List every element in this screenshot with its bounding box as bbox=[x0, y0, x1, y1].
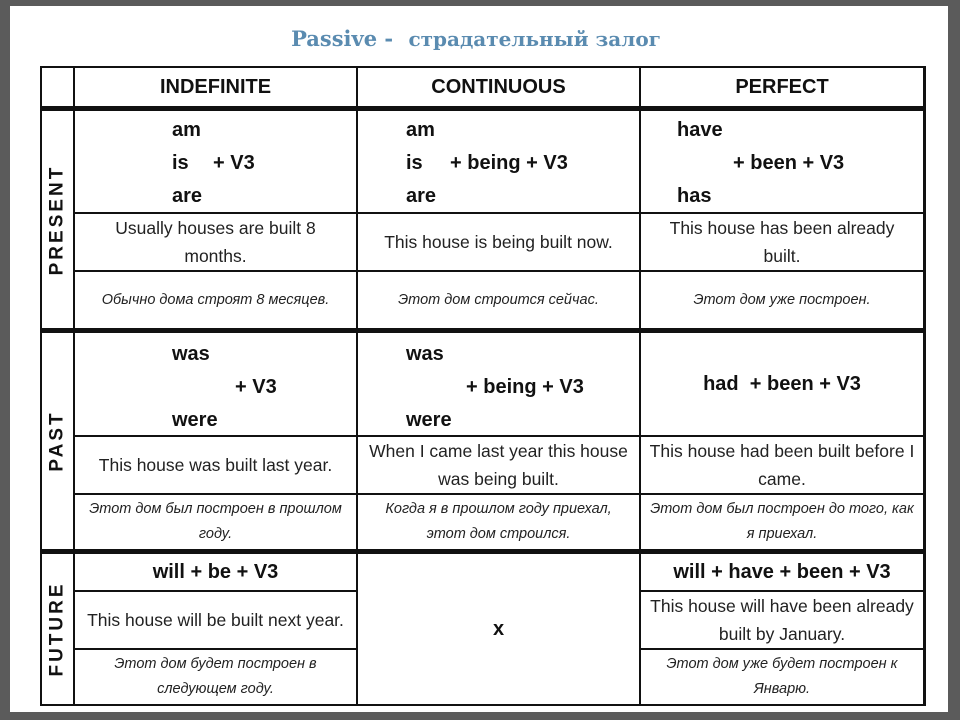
title-main: Passive bbox=[291, 26, 378, 51]
future-perfect-example: This house will have been already built by January. bbox=[641, 592, 923, 648]
section-label-future: FUTURE bbox=[42, 554, 73, 704]
section-label-present: PRESENT bbox=[42, 111, 73, 328]
formula-were: were bbox=[172, 409, 218, 431]
past-perfect-translation: Этот дом был построен до того, как я приехал. bbox=[641, 495, 923, 549]
future-perfect-translation: Этот дом уже будет построен к Январю. bbox=[641, 650, 923, 704]
formula-am: am bbox=[406, 119, 435, 141]
formula-have: have bbox=[677, 119, 723, 141]
formula-were: were bbox=[406, 409, 452, 431]
page-title bbox=[0, 26, 960, 52]
formula-been-v3: + been + V3 bbox=[733, 152, 845, 174]
formula-v3: + V3 bbox=[213, 152, 255, 174]
past-continuous-translation: Когда я в прошлом году приехал, этот дом строился. bbox=[358, 495, 639, 549]
present-indefinite-translation: Обычно дома строят 8 месяцев. bbox=[75, 272, 356, 328]
past-perfect-example: This house had been built before I came. bbox=[641, 437, 923, 493]
future-indefinite-formula: will + be + V3 bbox=[75, 554, 356, 590]
formula-am: am bbox=[172, 119, 201, 141]
formula-are: are bbox=[406, 185, 437, 207]
present-indefinite-example: Usually houses are built 8 months. bbox=[75, 214, 356, 270]
header-perfect: PERFECT bbox=[641, 68, 923, 106]
past-perfect-formula: had + been + V3 bbox=[641, 333, 923, 435]
formula-being-v3: + being + V3 bbox=[466, 376, 584, 398]
corner-cell bbox=[42, 68, 73, 106]
past-indefinite-formula bbox=[75, 333, 356, 435]
formula-are: are bbox=[172, 185, 203, 207]
passive-voice-table bbox=[40, 66, 926, 706]
section-label-past: PAST bbox=[42, 333, 73, 549]
past-continuous-formula bbox=[358, 333, 639, 435]
present-continuous-example: This house is being built now. bbox=[358, 214, 639, 270]
formula-has: has bbox=[677, 185, 712, 207]
header-continuous: CONTINUOUS bbox=[358, 68, 639, 106]
formula-v3: + V3 bbox=[235, 376, 277, 398]
present-perfect-example: This house has been already built. bbox=[641, 214, 923, 270]
present-continuous-formula bbox=[358, 111, 639, 212]
future-continuous-empty: x bbox=[358, 554, 639, 704]
formula-was: was bbox=[172, 343, 210, 365]
past-indefinite-translation: Этот дом был построен в прошлом году. bbox=[75, 495, 356, 549]
title-russian: страдательный залог bbox=[408, 27, 661, 51]
past-indefinite-example: This house was built last year. bbox=[75, 437, 356, 493]
formula-is: is bbox=[406, 152, 423, 174]
title-separator: - bbox=[377, 26, 401, 51]
present-indefinite-formula bbox=[75, 111, 356, 212]
present-perfect-translation: Этот дом уже построен. bbox=[641, 272, 923, 328]
present-continuous-translation: Этот дом строится сейчас. bbox=[358, 272, 639, 328]
future-indefinite-example: This house will be built next year. bbox=[75, 592, 356, 648]
formula-is: is bbox=[172, 152, 189, 174]
future-indefinite-translation: Этот дом будет построен в следующем году. bbox=[75, 650, 356, 704]
past-continuous-example: When I came last year this house was being built. bbox=[358, 437, 639, 493]
present-perfect-formula bbox=[641, 111, 923, 212]
future-perfect-formula: will + have + been + V3 bbox=[641, 554, 923, 590]
header-indefinite: INDEFINITE bbox=[75, 68, 356, 106]
formula-being-v3: + being + V3 bbox=[450, 152, 568, 174]
formula-was: was bbox=[406, 343, 444, 365]
